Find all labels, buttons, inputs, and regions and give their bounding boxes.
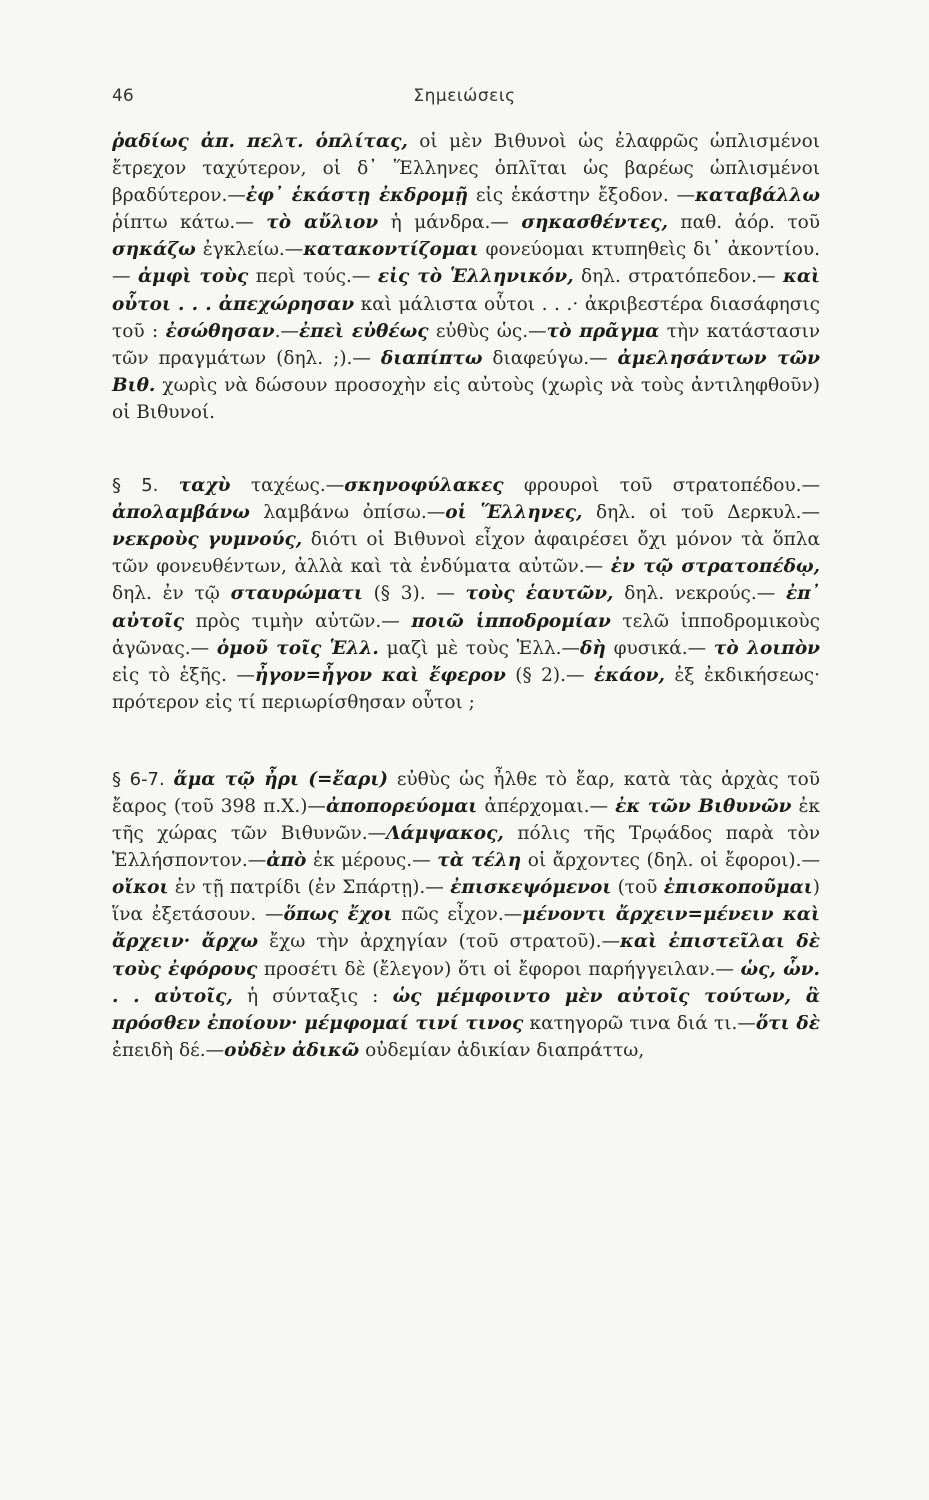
note-paragraph-1 bbox=[112, 128, 820, 426]
gloss: παθ. ἀόρ. τοῦ bbox=[667, 212, 820, 234]
lemma: Λάμψακος, bbox=[386, 823, 504, 845]
gloss: περὶ τούς.— bbox=[248, 266, 378, 288]
gloss: οὐδεμίαν ἀδικίαν διαπράττω, bbox=[359, 1039, 645, 1061]
lemma: ἀπὸ bbox=[266, 850, 307, 872]
lemma: σηκάζω bbox=[112, 239, 196, 261]
gloss: προσέτι δὲ (ἔλεγον) ὅτι οἱ ἔφοροι παρήγγειλαν.— bbox=[257, 958, 741, 980]
gloss: πρὸς τιμὴν αὐτῶν.— bbox=[184, 610, 412, 632]
gloss: χωρὶς νὰ δώσουν προσοχὴν εἰς αὐτοὺς (χωρὶς νὰ τοὺς ἀντιληφθοῦν) οἱ Βιθυνοί. bbox=[112, 374, 820, 423]
lemma: ἑκάον, bbox=[593, 664, 665, 686]
lemma: τὸ λοιπὸν bbox=[713, 637, 820, 659]
gloss: ἐκ τῆς χώρας τῶν Βιθυνῶν.— bbox=[112, 795, 820, 845]
gloss: διότι οἱ Βιθυνοὶ εἶχον ἀφαιρέσει ὄχι μόνον τὰ ὅπλα τῶν φονευθέντων, ἀλλὰ καὶ τὰ ἐνδύματα αὐτῶν.— bbox=[112, 529, 820, 578]
lemma: ὅπως ἔχοι bbox=[283, 904, 393, 926]
lemma: ἐπισκεψόμενοι bbox=[450, 877, 612, 899]
lemma: οἱ Ἕλληνες, bbox=[445, 502, 583, 524]
gloss: τὴν κατάστασιν τῶν πραγμάτων (δηλ. ;).— bbox=[112, 320, 820, 369]
page-header bbox=[112, 86, 817, 116]
lemma: τὸ αὔλιον bbox=[266, 212, 379, 234]
lemma: τὰ τέλη bbox=[437, 850, 522, 872]
lemma: καταβάλλω bbox=[695, 185, 820, 207]
gloss: ἔχω τὴν ἀρχηγίαν (τοῦ στρατοῦ).— bbox=[258, 931, 620, 953]
gloss: λαμβάνω ὀπίσω.— bbox=[249, 502, 446, 524]
lemma: σκηνοφύλακες bbox=[344, 475, 504, 497]
lemma: νεκροὺς γυμνούς, bbox=[112, 529, 303, 551]
gloss: εὐθὺς ὡς.— bbox=[428, 320, 547, 342]
gloss: κατηγορῶ τινα διά τι.— bbox=[523, 1012, 756, 1034]
gloss: (τοῦ bbox=[611, 877, 664, 899]
gloss: πόλις τῆς Τρῳάδος παρὰ τὸν Ἑλλήσποντον.— bbox=[112, 823, 821, 872]
lemma: οἴκοι bbox=[112, 877, 169, 899]
gloss: εἰς τὸ ἑξῆς. — bbox=[112, 664, 255, 686]
gloss: ἐκ μέρους.— bbox=[306, 850, 438, 872]
section-label: § 6-7. bbox=[112, 768, 165, 790]
note-paragraph-section-5 bbox=[112, 472, 820, 716]
gloss: .— bbox=[274, 320, 299, 342]
lemma: σηκασθέντες, bbox=[521, 212, 668, 234]
lemma: σταυρώματι bbox=[230, 583, 363, 605]
gloss: ἐν τῇ πατρίδι (ἐν Σπάρτῃ).— bbox=[168, 877, 451, 899]
gloss: δηλ. στρατόπεδον.— bbox=[573, 266, 783, 288]
gloss: τελῶ ἱπποδρομικοὺς ἀγῶνας.— bbox=[112, 610, 820, 659]
lemma: κατακοντίζομαι bbox=[303, 239, 479, 261]
lemma: τὸ πρᾶγμα bbox=[546, 320, 660, 342]
lemma: ἐν τῷ στρατοπέδῳ, bbox=[610, 556, 820, 578]
lemma: ἐσώθησαν bbox=[165, 320, 275, 342]
gloss: διαφεύγω.— bbox=[482, 347, 618, 369]
note-paragraph-section-6-7 bbox=[112, 766, 820, 1064]
lemma: μένοντι ἄρχειν=μένειν καὶ ἄρχειν· ἄρχω bbox=[112, 904, 820, 953]
lemma: ταχὺ bbox=[178, 475, 231, 497]
lemma: ὡς μέμφοιντο μὲν αὐτοῖς τούτων, ἃ πρόσθεν ἐποίουν· μέμφομαί τινί τινος bbox=[112, 985, 821, 1034]
gloss: εὐθὺς ὡς ἦλθε τὸ ἔαρ, κατὰ τὰς ἀρχὰς τοῦ ἔαρος (τοῦ 398 π.Χ.)— bbox=[112, 768, 821, 817]
lemma: ῥαδίως ἀπ. πελτ. ὁπλίτας, bbox=[112, 131, 408, 152]
lemma: ἀποπορεύομαι bbox=[325, 795, 478, 817]
lemma: ἐφ᾽ ἑκάστῃ ἐκδρομῇ bbox=[245, 185, 469, 207]
lemma: ἦγον=ἦγον καὶ ἔφερον bbox=[254, 664, 506, 686]
lemma: διαπίπτω bbox=[380, 347, 483, 369]
lemma: ἐκ τῶν Βιθυνῶν bbox=[615, 795, 792, 817]
lemma: τοὺς ἑαυτῶν, bbox=[465, 583, 614, 605]
lemma: ὡς, ὧν. . . αὐτοῖς, bbox=[112, 958, 820, 1007]
lemma: δὴ bbox=[580, 637, 606, 659]
lemma: ἅμα τῷ ἦρι (=ἔαρι) bbox=[173, 768, 389, 790]
lemma: εἰς τὸ Ἑλληνικόν, bbox=[377, 266, 574, 288]
gloss: ἡ σύνταξις : bbox=[232, 985, 393, 1007]
gloss: δηλ. νεκρούς.— bbox=[613, 583, 786, 605]
running-title: Σημειώσεις bbox=[413, 86, 516, 106]
section-label: § 5. bbox=[112, 475, 159, 497]
lemma: ὁμοῦ τοῖς Ἑλλ. bbox=[216, 637, 379, 659]
gloss: (§ 2).— bbox=[505, 664, 594, 686]
lemma: ἀπολαμβάνω bbox=[112, 502, 250, 524]
gloss: ἡ μάνδρα.— bbox=[378, 212, 522, 234]
gloss: πῶς εἶχον.— bbox=[392, 904, 523, 926]
gloss: δηλ. οἱ τοῦ Δερκυλ.— bbox=[582, 502, 820, 524]
gloss: ἐξ ἐκδικήσεως· πρότερον εἰς τί περιωρίσθησαν οὗτοι ; bbox=[112, 664, 821, 713]
gloss: ῥίπτω κάτω.— bbox=[112, 212, 267, 234]
gloss: ἀπέρχομαι.— bbox=[477, 795, 616, 817]
lemma: ἀμελησάντων τῶν Βιθ. bbox=[112, 347, 820, 396]
gloss: φυσικά.— bbox=[605, 637, 714, 659]
lemma: ὅτι δὲ bbox=[755, 1012, 820, 1034]
gloss: φονεύομαι κτυπηθεὶς δι᾽ ἀκοντίου.— bbox=[112, 239, 820, 288]
gloss: φρουροὶ τοῦ στρατοπέδου.— bbox=[503, 475, 820, 497]
gloss: εἰς ἑκάστην ἔξοδον. — bbox=[468, 185, 696, 207]
gloss: ταχέως.— bbox=[230, 475, 345, 497]
lemma: ἐπεὶ εὐθέως bbox=[299, 320, 429, 342]
notes-text bbox=[112, 128, 820, 1064]
gloss: δηλ. ἐν τῷ bbox=[112, 583, 231, 605]
lemma: καὶ ἐπιστεῖλαι δὲ τοὺς ἐφόρους bbox=[112, 931, 820, 980]
gloss: ) ἵνα ἐξετάσουν. — bbox=[112, 877, 820, 926]
gloss: μαζὶ μὲ τοὺς Ἑλλ.— bbox=[378, 637, 581, 659]
lemma: ἐπισκοποῦμαι bbox=[663, 877, 813, 899]
gloss: (§ 3). — bbox=[362, 583, 466, 605]
gloss: καὶ μάλιστα οὗτοι . . .· ἀκριβεστέρα διασάφησις τοῦ : bbox=[112, 293, 820, 342]
gloss: ἐγκλείω.— bbox=[195, 239, 304, 261]
lemma: καὶ οὗτοι . . . ἀπεχώρησαν bbox=[112, 266, 821, 315]
gloss: οἱ ἄρχοντες (δηλ. οἱ ἔφοροι).— bbox=[521, 850, 820, 872]
lemma: ἀμφὶ τοὺς bbox=[137, 266, 249, 288]
lemma: ποιῶ ἱπποδρομίαν bbox=[411, 610, 611, 632]
lemma: ἐπ᾽ αὐτοῖς bbox=[112, 583, 820, 632]
page-number: 46 bbox=[112, 86, 134, 106]
gloss: ἐπειδὴ δέ.— bbox=[112, 1039, 225, 1061]
lemma: οὐδὲν ἀδικῶ bbox=[224, 1039, 360, 1061]
gloss: οἱ μὲν Βιθυνοὶ ὡς ἐλαφρῶς ὡπλισμένοι ἔτρεχον ταχύτερον, οἱ δ᾽ Ἕλληνες ὁπλῖται ὡς βαρέως ὡπλισμένοι βραδύτερον.— bbox=[112, 131, 820, 207]
